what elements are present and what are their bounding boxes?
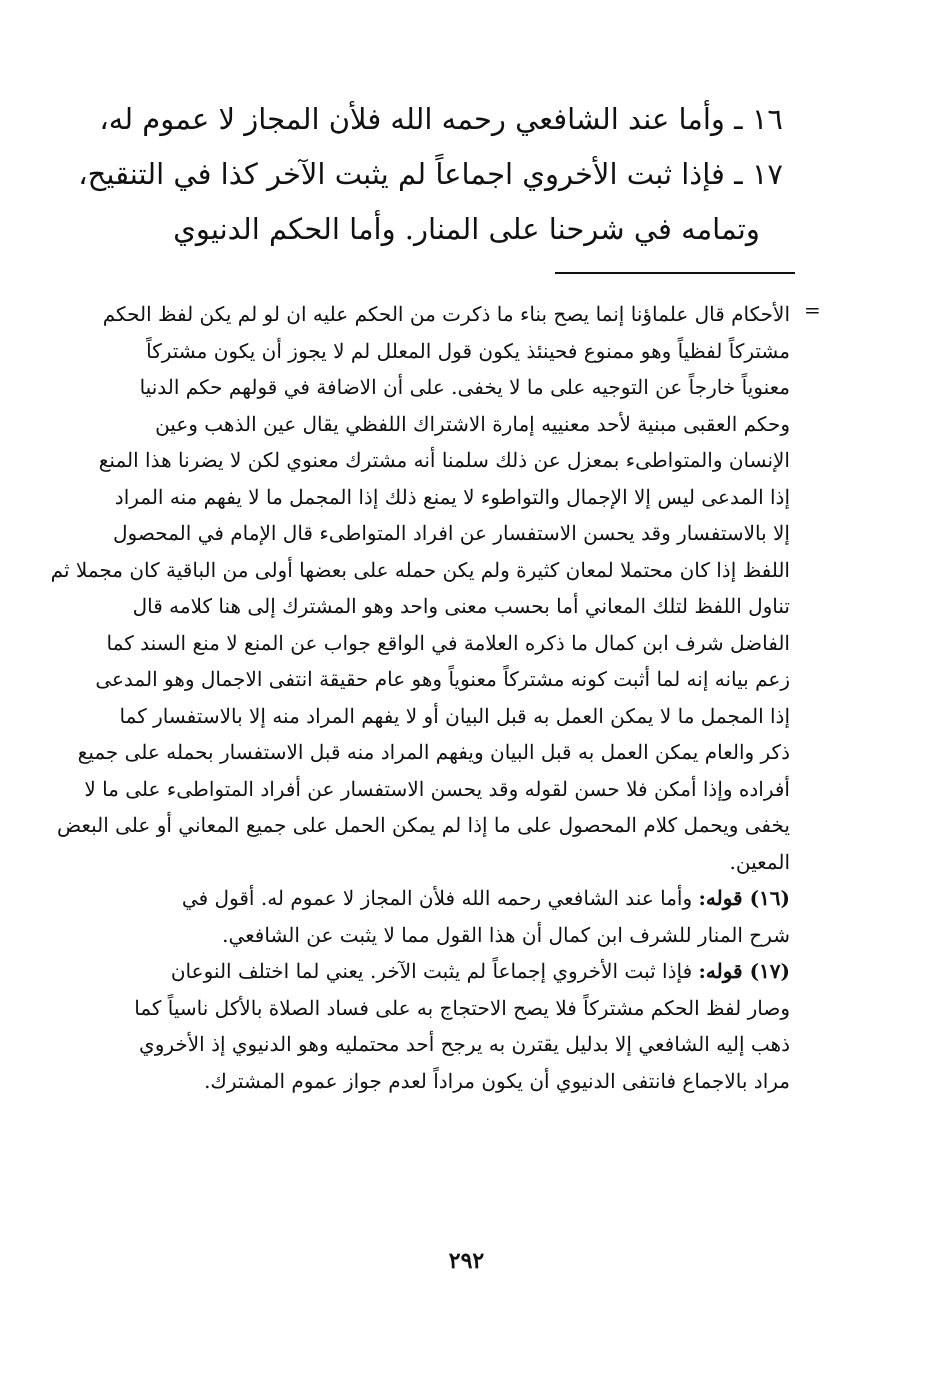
footnote-line: الأحكام قال علماؤنا إنما يصح بناء ما ذكرت من الحكم عليه ان لو لم يكن لفظ الحكم	[102, 302, 790, 326]
footnote-line: أفراده وإذا أمكن فلا حسن لقوله وقد يحسن الاستفسار عن أفراد المتواطىء على ما لا	[84, 776, 790, 801]
footnote-line: معنوياً خارجاً عن التوجيه على ما لا يخفى. على أن الاضافة في قولهم حكم الدنيا	[139, 375, 790, 399]
footnotes	[22, 296, 790, 1099]
footnote-line: مشتركاً لفظياً وهو ممنوع فحينئذ يكون قول المعلل لم لا يجوز أن يكون مشتركاً	[146, 338, 790, 363]
footnote-line: شرح المنار للشرف ابن كمال أن هذا القول مما لا يثبت عن الشافعي.	[222, 922, 790, 947]
footnote-line: وحكم العقبى مبنية لأحد معنييه إمارة الاشتراك اللفظي يقال عين الذهب وعين	[155, 411, 790, 436]
footnote-line: مراد بالاجماع فانتفى الدنيوي أن يكون مراداً لعدم جواز عموم المشترك.	[204, 1068, 790, 1093]
footnote-line: المعين.	[729, 849, 790, 874]
footnote-17	[22, 953, 790, 1099]
footnote-17-label: (١٧) قوله:	[698, 959, 790, 983]
main-text	[78, 92, 783, 257]
footnote-16-text: وأما عند الشافعي رحمه الله فلأن المجاز لا عموم له. أقول في	[181, 886, 693, 910]
footnote-line: وصار لفظ الحكم مشتركاً فلا يصح الاحتجاج به على فساد الصلاة بالأكل ناسياً كما	[134, 995, 790, 1020]
footnote-line: ذهب إليه الشافعي إلا بدليل يقترن به يرجح أحد محتمليه وهو الدنيوي إذ الأخروي	[139, 1032, 790, 1056]
footnote-line: زعم بيانه إنه لما أثبت كونه مشتركاً معنوياً وهو عام حقيقة انتفى الاجمال وهو المدعى	[95, 667, 790, 691]
footnote-line: يخفى ويحمل كلام المحصول على ما إذا لم يمكن الحمل على جميع المعاني أو على البعض	[56, 813, 790, 837]
footnote-line: الإنسان والمتواطىء بمعزل عن ذلك سلمنا أنه مشترك معنوي لكن لا يضرنا هذا المنع	[98, 448, 790, 472]
footnote-line	[22, 953, 790, 990]
footnote-line: الفاضل شرف ابن كمال ما ذكره العلامة في الواقع جواب عن المنع لا منع السند كما	[106, 630, 790, 655]
main-line-continuation: وتمامه في شرحنا على المنار. وأما الحكم الدنيوي	[173, 212, 760, 246]
footnote-line: إلا بالاستفسار وقد يحسن الاستفسار عن افراد المتواطىء قال الإمام في المحصول	[113, 521, 790, 545]
footnote-continued	[22, 296, 790, 880]
footnote-line: ذكر والعام يمكن العمل به قبل البيان ويفهم المراد منه قبل الاستفسار بحمله على جميع	[77, 740, 790, 764]
page-number: ٢٩٢	[448, 1248, 485, 1274]
footnote-16-label: (١٦) قوله:	[698, 886, 790, 910]
footnote-17-text: فإذا ثبت الأخروي إجماعاً لم يثبت الآخر. يعني لما اختلف النوعان	[170, 959, 693, 983]
footnote-line: اللفظ إذا كان محتملا لمعان كثيرة ولم يكن حمله على بعضها أولى من الباقية كان مجملا ثم	[50, 557, 790, 582]
main-line-16: ١٦ ـ وأما عند الشافعي رحمه الله فلأن المجاز لا عموم له،	[99, 102, 783, 136]
footnote-line: تناول اللفظ لتلك المعاني أما بحسب معنى واحد وهو المشترك إلى هنا كلامه قال	[132, 594, 790, 618]
main-line-17: ١٧ ـ فإذا ثبت الأخروي اجماعاً لم يثبت الآخر كذا في التنقيح،	[78, 157, 783, 191]
footnote-line: إذا المدعى ليس إلا الإجمال والتواطوء لا يمنع ذلك إذا المجمل ما لا يفهم منه المراد	[114, 484, 790, 509]
footnote-16	[22, 880, 790, 953]
footnote-line	[22, 880, 790, 917]
footnote-line: إذا المجمل ما لا يمكن العمل به قبل البيان أو لا يفهم المراد منه إلا بالاستفسار كما	[119, 703, 790, 728]
footnote-continuation-mark: =	[804, 298, 821, 322]
footnote-divider	[555, 272, 795, 274]
